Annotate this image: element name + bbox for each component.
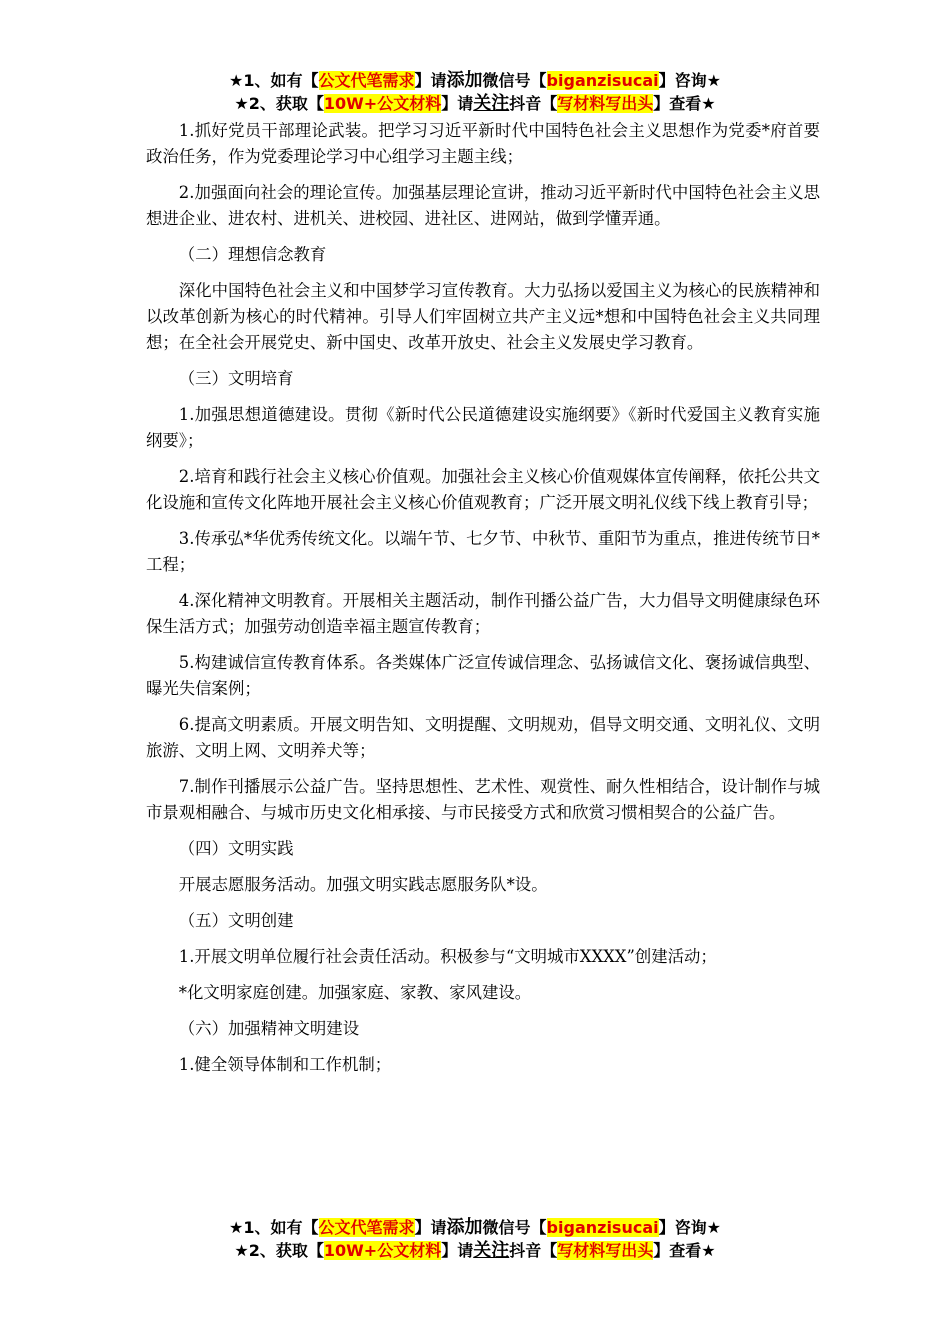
section-heading: （五）文明创建 bbox=[178, 911, 294, 930]
paragraph: 1.开展文明单位履行社会责任活动。积极参与“文明城市XXXX”创建活动； bbox=[178, 947, 717, 966]
banner-text: 】咨询★ bbox=[658, 71, 721, 90]
emphasis-text: 添加 bbox=[446, 1217, 483, 1238]
highlight-text: 公文代笔需求 bbox=[318, 71, 415, 90]
footer-banner bbox=[0, 1216, 950, 1262]
paragraph: 7.制作刊播展示公益广告。坚持思想性、艺术性、观赏性、耐久性相结合，设计制作与城市景观相融合、与城市历史文化相承接、与市民接受方式和欣赏习惯相契合的公益广告。 bbox=[146, 777, 820, 822]
paragraph: 开展志愿服务活动。加强文明实践志愿服务队*设。 bbox=[178, 875, 548, 894]
banner-text: 微信号【 bbox=[482, 1218, 547, 1237]
emphasis-text: 添加 bbox=[446, 70, 483, 91]
header-banner bbox=[0, 69, 950, 115]
paragraph: 2.培育和践行社会主义核心价值观。加强社会主义核心价值观媒体宣传阐释，依托公共文化设施和宣传文化阵地开展社会主义核心价值观教育；广泛开展文明礼仪线下线上教育引导； bbox=[146, 467, 820, 512]
wechat-id: biganzisucai bbox=[546, 71, 659, 90]
section-heading: （六）加强精神文明建设 bbox=[178, 1019, 360, 1038]
paragraph: 1.健全领导体制和工作机制； bbox=[178, 1055, 392, 1074]
banner-text: 抖音【 bbox=[509, 1241, 558, 1260]
banner-text: 】请 bbox=[441, 1241, 474, 1260]
section-heading: （二）理想信念教育 bbox=[178, 245, 327, 264]
banner-text: ★1、如有【 bbox=[229, 71, 319, 90]
highlight-text: 公文代笔需求 bbox=[318, 1218, 415, 1237]
emphasis-text: 关注 bbox=[473, 1240, 510, 1261]
wechat-id: biganzisucai bbox=[546, 1218, 659, 1237]
paragraph: 2.加强面向社会的理论宣传。加强基层理论宣讲，推动习近平新时代中国特色社会主义思想进企业、进农村、进机关、进校园、进社区、进网站，做到学懂弄通。 bbox=[146, 183, 820, 228]
paragraph: *化文明家庭创建。加强家庭、家教、家风建设。 bbox=[178, 983, 532, 1002]
banner-text: 微信号【 bbox=[482, 71, 547, 90]
banner-text: 】咨询★ bbox=[658, 1218, 721, 1237]
banner-text: ★1、如有【 bbox=[229, 1218, 319, 1237]
paragraph: 3.传承弘*华优秀传统文化。以端午节、七夕节、中秋节、重阳节为重点，推进传统节日*工程； bbox=[146, 529, 820, 574]
banner-text: 】请 bbox=[414, 1218, 447, 1237]
section-heading: （四）文明实践 bbox=[178, 839, 294, 858]
paragraph: 6.提高文明素质。开展文明告知、文明提醒、文明规劝，倡导文明交通、文明礼仪、文明旅游、文明上网、文明养犬等； bbox=[146, 715, 820, 760]
paragraph: 深化中国特色社会主义和中国梦学习宣传教育。大力弘扬以爱国主义为核心的民族精神和以改革创新为核心的时代精神。引导人们牢固树立共产主义远*想和中国特色社会主义共同理想；在全社会开展党史、新中国史、改革开放史、社会主义发展史学习教育。 bbox=[146, 281, 820, 352]
paragraph: 1.加强思想道德建设。贯彻《新时代公民道德建设实施纲要》《新时代爱国主义教育实施纲要》； bbox=[146, 405, 820, 450]
document-body bbox=[146, 118, 820, 1088]
banner-line-2 bbox=[0, 1239, 950, 1262]
paragraph: 5.构建诚信宣传教育体系。各类媒体广泛宣传诚信理念、弘扬诚信文化、褒扬诚信典型、曝光失信案例； bbox=[146, 653, 820, 698]
banner-text: 】请 bbox=[414, 71, 447, 90]
banner-text: 】查看★ bbox=[653, 1241, 716, 1260]
banner-text: 】请 bbox=[441, 94, 474, 113]
banner-text: 抖音【 bbox=[509, 94, 558, 113]
banner-text: ★2、获取【 bbox=[234, 1241, 324, 1260]
banner-line-1 bbox=[0, 1216, 950, 1239]
banner-line-1 bbox=[0, 69, 950, 92]
section-heading: （三）文明培育 bbox=[178, 369, 294, 388]
highlight-text: 10W+公文材料 bbox=[323, 1241, 442, 1260]
banner-text: ★2、获取【 bbox=[234, 94, 324, 113]
emphasis-text: 关注 bbox=[473, 93, 510, 114]
paragraph: 1.抓好党员干部理论武装。把学习习近平新时代中国特色社会主义思想作为党委*府首要政治任务，作为党委理论学习中心组学习主题主线； bbox=[146, 121, 820, 166]
paragraph: 4.深化精神文明教育。开展相关主题活动，制作刊播公益广告，大力倡导文明健康绿色环保生活方式；加强劳动创造幸福主题宣传教育； bbox=[146, 591, 820, 636]
douyin-id: 写材料写出头 bbox=[557, 94, 654, 113]
highlight-text: 10W+公文材料 bbox=[323, 94, 442, 113]
banner-text: 】查看★ bbox=[653, 94, 716, 113]
banner-line-2 bbox=[0, 92, 950, 115]
douyin-id: 写材料写出头 bbox=[557, 1241, 654, 1260]
